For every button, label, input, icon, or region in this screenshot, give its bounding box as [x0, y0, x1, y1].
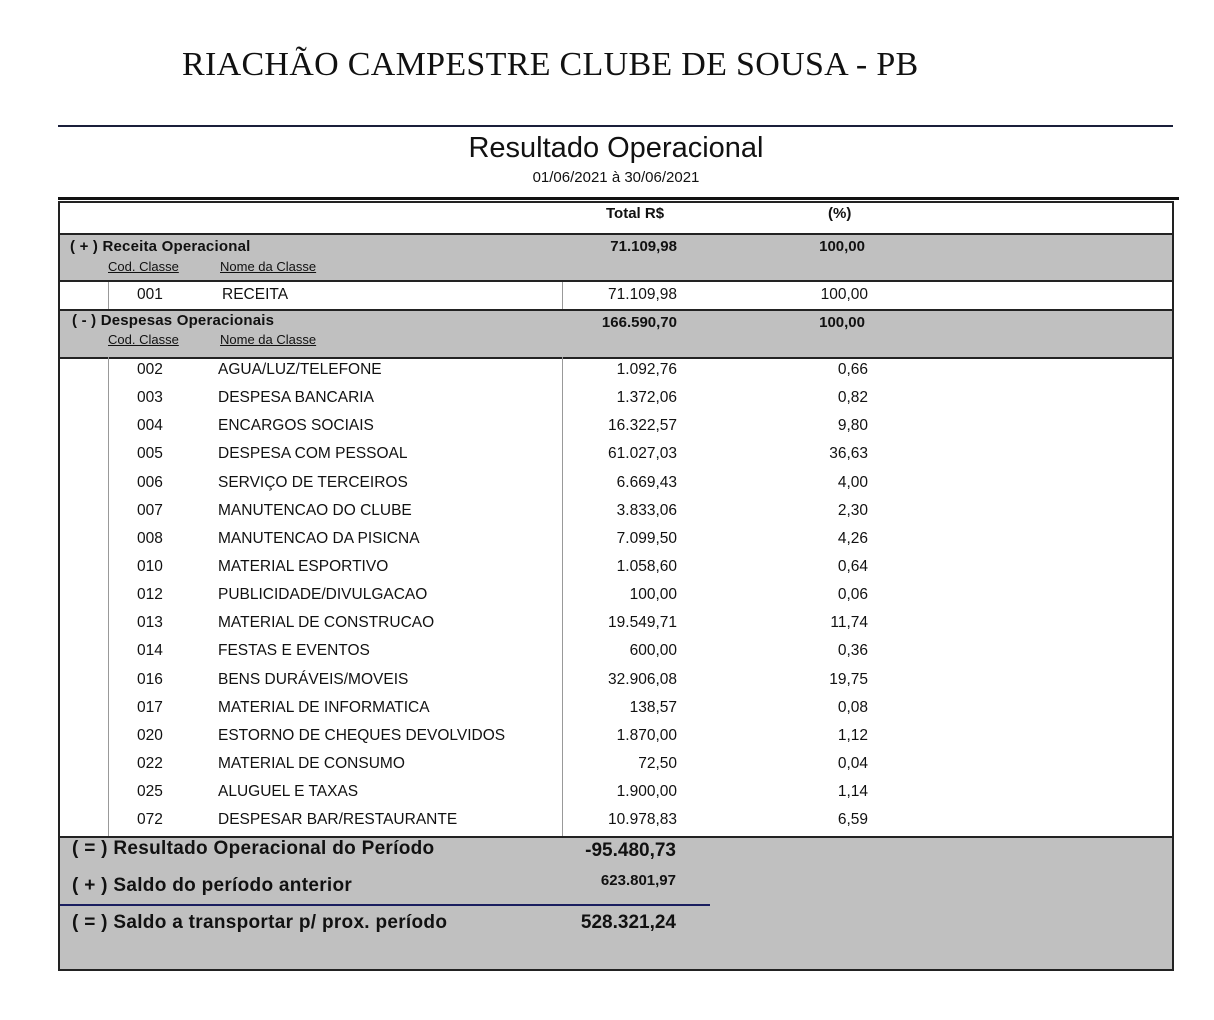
row-code: 003 — [137, 389, 163, 406]
row-total: 71.109,98 — [608, 286, 677, 303]
row-name: ESTORNO DE CHEQUES DEVOLVIDOS — [218, 727, 506, 744]
row-percent: 4,26 — [837, 530, 868, 547]
table-row — [60, 667, 1172, 695]
row-percent: 2,30 — [837, 502, 868, 519]
table-row — [60, 526, 1172, 554]
summary-divider — [60, 904, 710, 906]
row-total: 1.058,60 — [616, 558, 677, 575]
table-row — [60, 723, 1172, 751]
row-percent: 1,12 — [837, 727, 868, 744]
row-percent: 4,00 — [837, 474, 868, 491]
table-row — [60, 413, 1172, 441]
row-total: 1.092,76 — [616, 361, 677, 378]
row-percent: 11,74 — [830, 614, 868, 631]
resultado-value: -95.480,73 — [585, 840, 676, 861]
row-total: 100,00 — [629, 586, 677, 603]
saldo-anterior-label: ( + ) Saldo do período anterior — [72, 875, 353, 896]
row-total: 7.099,50 — [616, 530, 677, 547]
subheader-name: Nome da Classe — [220, 332, 317, 347]
table-row — [60, 470, 1172, 498]
receita-section-percent: 100,00 — [819, 238, 865, 255]
subheader-code: Cod. Classe — [108, 332, 179, 347]
row-name: SERVIÇO DE TERCEIROS — [218, 474, 408, 491]
row-percent: 100,00 — [820, 286, 868, 303]
table-row — [60, 357, 1172, 385]
receita-section-label: ( + ) Receita Operacional — [70, 238, 251, 255]
row-code: 014 — [137, 642, 163, 659]
row-name: MATERIAL ESPORTIVO — [218, 558, 389, 575]
row-code: 020 — [137, 727, 163, 744]
row-code: 016 — [137, 671, 163, 688]
table-row — [60, 441, 1172, 469]
row-code: 001 — [137, 286, 163, 303]
top-divider — [58, 125, 1173, 127]
row-code: 007 — [137, 502, 163, 519]
row-percent: 0,82 — [837, 389, 868, 406]
subheader-code: Cod. Classe — [108, 259, 179, 274]
row-name: PUBLICIDADE/DIVULGACAO — [218, 586, 428, 603]
column-header-percent: (%) — [828, 205, 852, 222]
resultado-label: ( = ) Resultado Operacional do Período — [72, 838, 435, 859]
row-code: 025 — [137, 783, 163, 800]
row-code: 022 — [137, 755, 163, 772]
row-name: MATERIAL DE CONSTRUCAO — [218, 614, 435, 631]
row-code: 012 — [137, 586, 163, 603]
saldo-anterior-value: 623.801,97 — [600, 872, 676, 889]
row-percent: 36,63 — [829, 445, 868, 462]
report-title: Resultado Operacional — [468, 132, 764, 164]
row-name: MATERIAL DE INFORMATICA — [218, 699, 430, 716]
despesas-section-label: ( - ) Despesas Operacionais — [72, 312, 275, 329]
row-code: 010 — [137, 558, 163, 575]
table-row — [60, 751, 1172, 779]
row-total: 600,00 — [629, 642, 677, 659]
row-name: AGUA/LUZ/TELEFONE — [218, 361, 382, 378]
row-name: ALUGUEL E TAXAS — [218, 783, 359, 800]
row-percent: 19,75 — [829, 671, 868, 688]
row-code: 072 — [137, 811, 163, 828]
row-percent: 0,08 — [837, 699, 868, 716]
table-row — [60, 638, 1172, 666]
table-row — [60, 554, 1172, 582]
row-name: MANUTENCAO DO CLUBE — [218, 502, 412, 519]
table-row — [60, 582, 1172, 610]
row-total: 61.027,03 — [608, 445, 677, 462]
table-row — [60, 779, 1172, 807]
column-header-total: Total R$ — [606, 205, 665, 222]
row-total: 138,57 — [629, 699, 677, 716]
row-code: 017 — [137, 699, 163, 716]
table-row — [60, 282, 1172, 310]
table-row — [60, 807, 1172, 835]
row-total: 10.978,83 — [608, 811, 677, 828]
row-name: DESPESAR BAR/RESTAURANTE — [218, 811, 458, 828]
row-code: 006 — [137, 474, 163, 491]
saldo-transportar-value: 528.321,24 — [580, 912, 676, 933]
row-percent: 1,14 — [837, 783, 868, 800]
row-percent: 0,66 — [837, 361, 868, 378]
row-percent: 0,36 — [837, 642, 868, 659]
row-name: RECEITA — [222, 286, 289, 303]
row-percent: 0,04 — [837, 755, 868, 772]
row-name: DESPESA BANCARIA — [218, 389, 374, 406]
row-total: 32.906,08 — [608, 671, 677, 688]
table-row — [60, 498, 1172, 526]
row-total: 72,50 — [638, 755, 677, 772]
row-code: 004 — [137, 417, 163, 434]
row-total: 3.833,06 — [616, 502, 677, 519]
row-percent: 0,06 — [837, 586, 868, 603]
header-divider — [58, 197, 1179, 200]
row-total: 1.870,00 — [616, 727, 677, 744]
receita-section-total: 71.109,98 — [610, 238, 677, 255]
row-name: FESTAS E EVENTOS — [218, 642, 370, 659]
table-row — [60, 610, 1172, 638]
row-total: 1.372,06 — [616, 389, 677, 406]
row-name: MANUTENCAO DA PISICNA — [218, 530, 420, 547]
despesas-section-percent: 100,00 — [819, 314, 865, 331]
row-percent: 6,59 — [837, 811, 868, 828]
row-total: 19.549,71 — [608, 614, 677, 631]
row-name: DESPESA COM PESSOAL — [218, 445, 408, 462]
row-name: MATERIAL DE CONSUMO — [218, 755, 405, 772]
report-period: 01/06/2021 à 30/06/2021 — [532, 169, 700, 186]
row-code: 008 — [137, 530, 163, 547]
row-name: BENS DURÁVEIS/MOVEIS — [218, 671, 409, 688]
row-code: 005 — [137, 445, 163, 462]
row-name: ENCARGOS SOCIAIS — [218, 417, 374, 434]
table-row — [60, 385, 1172, 413]
row-code: 013 — [137, 614, 163, 631]
row-percent: 0,64 — [837, 558, 868, 575]
row-total: 16.322,57 — [608, 417, 677, 434]
club-name: RIACHÃO CAMPESTRE CLUBE DE SOUSA - PB — [182, 46, 919, 83]
subheader-name: Nome da Classe — [220, 259, 317, 274]
table-row — [60, 695, 1172, 723]
despesas-section-total: 166.590,70 — [601, 314, 677, 331]
row-total: 6.669,43 — [616, 474, 677, 491]
saldo-transportar-label: ( = ) Saldo a transportar p/ prox. período — [72, 912, 448, 933]
row-total: 1.900,00 — [616, 783, 677, 800]
row-percent: 9,80 — [837, 417, 868, 434]
row-code: 002 — [137, 361, 163, 378]
